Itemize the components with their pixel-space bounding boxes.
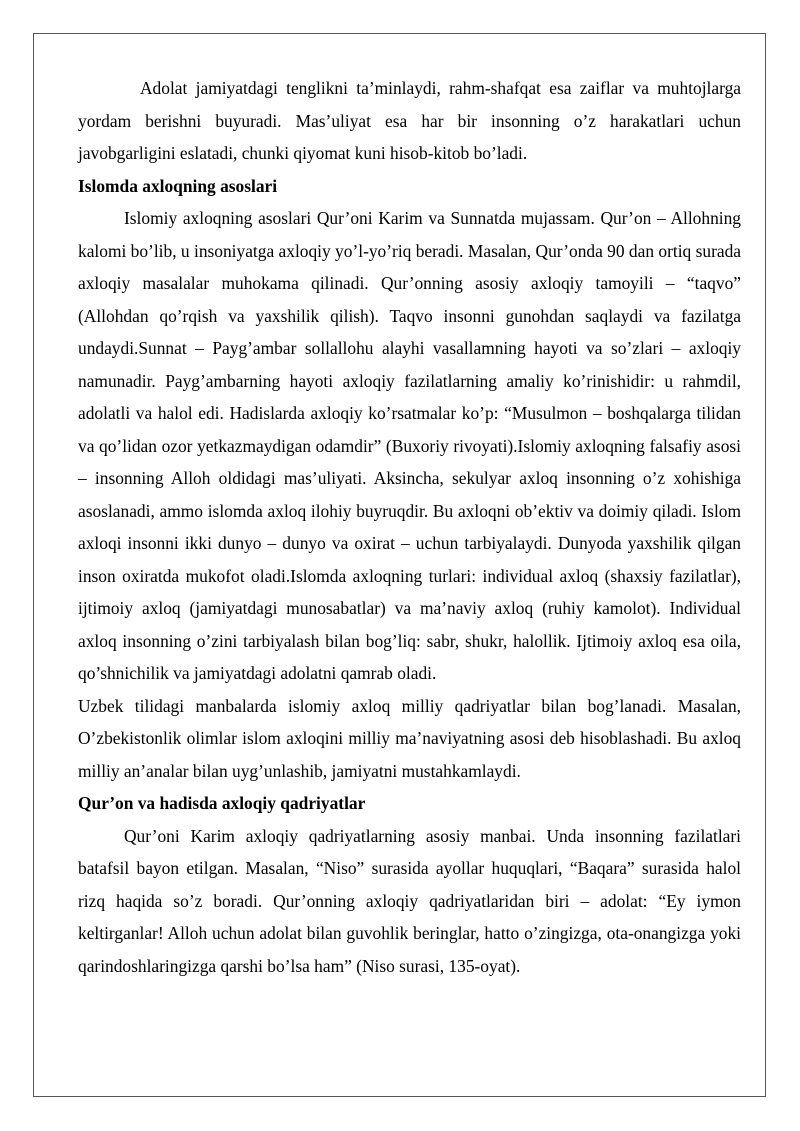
paragraph-intro: Adolat jamiyatdagi tenglikni ta’minlaydi, rahm-shafqat esa zaiflar va muhtojlarga yordam berishni buyuradi. Mas’uliyat esa har bir insonning o’z harakatlari uchun javobgarligini eslatadi, chunki qiyomat kuni hisob-kitob bo’ladi. (78, 78, 741, 163)
section-heading-quran-hadith: Qur’on va hadisda axloqiy qadriyatlar (78, 793, 366, 813)
paragraph-quran-values: Qur’oni Karim axloqiy qadriyatlarning asosiy manbai. Unda insonning fazilatlari batafsil bayon etilgan. Masalan, “Niso” surasida ayollar huquqlari, “Baqara” surasida halol rizq haqida so’z boradi. Qur’onning axloqiy qadriyatlaridan biri – adolat: “Ey iymon keltirganlar! Alloh uchun adolat bilan guvohlik beringlar, hatto o’zingizga, ota-onangizga yoki qarindoshlaringizga qarshi bo’lsa ham” (Niso surasi, 135-oyat). (78, 825, 741, 976)
section-heading-foundations: Islomda axloqning asoslari (78, 175, 278, 196)
paragraph-foundations: Islomiy axloqning asoslari Qur’oni Karim va Sunnatda mujassam. Qur’on – Allohning kalomi bo’lib, u insoniyatga axloqiy yo’l-yo’riq beradi. Masalan, Qur’onda 90 dan ortiq surada axloqiy masalalar muhokama qilinadi. Qur’onning asosiy axloqiy tamoyili – “taqvo” (Allohdan qo’rqish va yaxshilik qilish). Taqvo insonni gunohdan saqlaydi va fazilatga undaydi.Sunnat – Payg’ambar sollallohu alayhi vasallamning hayoti va so’zlari – axloqiy namunadir. Payg’ambarning hayoti axloqiy fazilatlarning amaliy ko’rinishidir: u rahmdil, adolatli va halol edi. Hadislarda axloqiy ko’rsatmalar ko’p: “Musulmon – boshqalarga tilidan va qo’lidan ozor yetkazmaydigan odamdir” (Buxoriy rivoyati).Islomiy axloqning falsafiy asosi – insonning Alloh oldidagi mas’uliyati. Aksincha, sekulyar axloq insonning o’z xohishiga asoslanadi, ammo islomda axloq ilohiy buyruqdir. Bu axloqni ob’ektiv va doimiy qiladi. Islom axloqi insonni ikki dunyo – dunyo va oxirat – uchun tarbiyalaydi. Dunyoda yaxshilik qilgan inson oxiratda mukofot oladi.Islomda axloqning turlari: individual axloq (shaxsiy fazilatlar), ijtimoiy axloq (jamiyatdagi munosabatlar) va ma’naviy axloq (ruhiy kamolot). Individual axloq insonning o’zini tarbiyalash bilan bog’liq: sabr, shukr, halollik. Ijtimoiy axloq esa oila, qo’shnichilik va jamiyatdagi adolatni qamrab oladi. (78, 208, 741, 683)
document-body (78, 72, 741, 982)
paragraph-uzbek-sources: Uzbek tilidagi manbalarda islomiy axloq milliy qadriyatlar bilan bog’lanadi. Masalan, O’zbekistonlik olimlar islom axloqini milliy ma’naviyatning asosi deb hisoblashadi. Bu axloq milliy an’analar bilan uyg’unlashib, jamiyatni mustahkamlaydi. (78, 695, 741, 781)
